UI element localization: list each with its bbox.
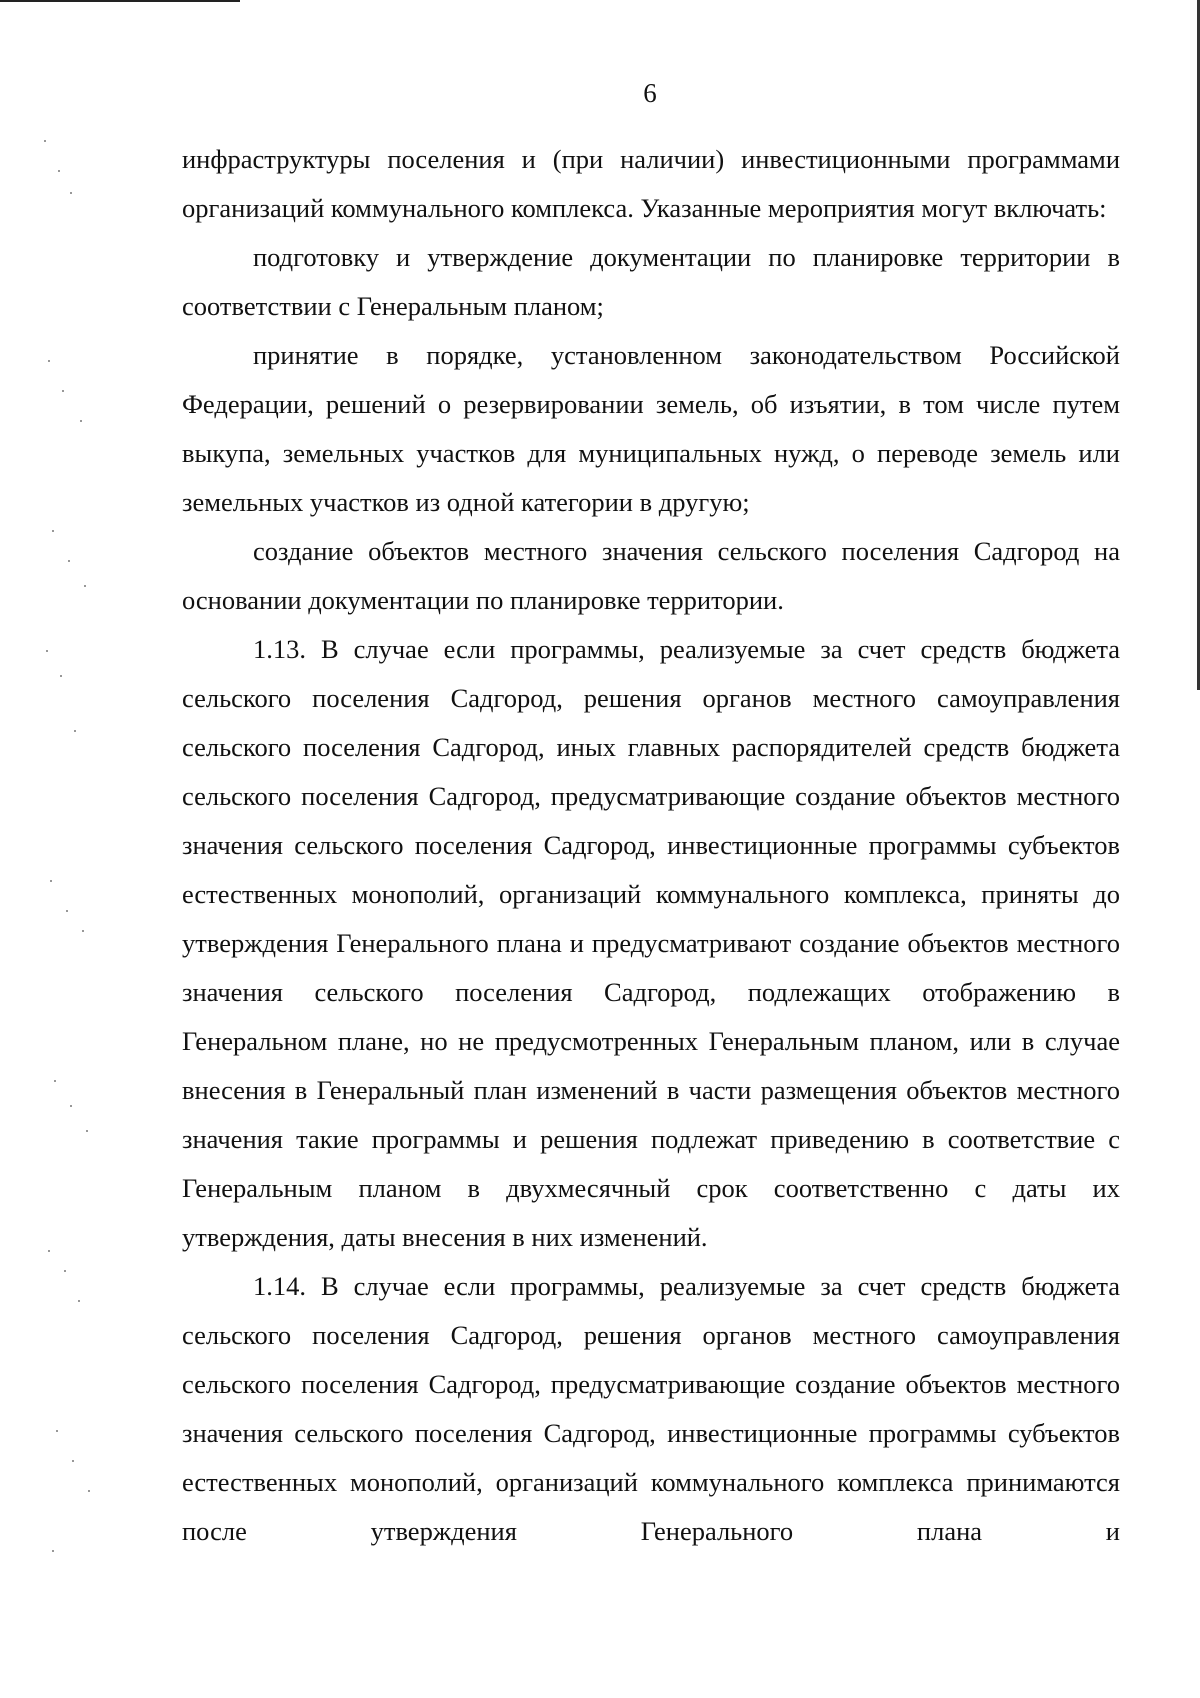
paragraph: создание объектов местного значения сельского поселения Садгород на основании документации по планировке территории. xyxy=(182,536,1120,615)
scan-speck xyxy=(86,1130,88,1132)
scan-corner-line xyxy=(0,0,240,2)
scan-speck xyxy=(70,192,72,194)
paragraph: 1.14. В случае если программы, реализуемые за счет средств бюджета сельского поселения Садгород, решения органов местного самоуправления сельского поселения Садгород, предусматривающие создание объектов местного значения сельского поселения Садгород, инвестиционные программы субъектов естественных монополий, организаций коммунального комплекса принимаются после утверждения Генерального плана и xyxy=(182,1271,1120,1546)
paragraph: подготовку и утверждение документации по планировке территории в соответствии с Генеральным планом; xyxy=(182,242,1120,321)
scan-speck xyxy=(78,1300,80,1302)
scan-speck xyxy=(62,390,64,392)
document-body xyxy=(182,135,1120,1556)
scan-speck xyxy=(84,585,86,587)
paragraph: 1.13. В случае если программы, реализуемые за счет средств бюджета сельского поселения Садгород, решения органов местного самоуправления сельского поселения Садгород, иных главных распорядителей средств бюджета сельского поселения Садгород, предусматривающие создание объектов местного значения сельского поселения Садгород, инвестиционные программы субъектов естественных монополий, организаций коммунального комплекса, приняты до утверждения Генерального плана и предусматривают создание объектов местного значения сельского поселения Садгород, подлежащих отображению в Генеральном плане, но не предусмотренных Генеральным планом, или в случае внесения в Генеральный план изменений в части размещения объектов местного значения такие программы и решения подлежат приведению в соответствие с Генеральным планом в двухмесячный срок соответственно с даты их утверждения, даты внесения в них изменений. xyxy=(182,634,1120,1252)
scan-speck xyxy=(70,1105,72,1107)
scan-speck xyxy=(72,1460,74,1462)
scan-speck xyxy=(48,1250,50,1252)
scan-speck xyxy=(74,730,76,732)
scan-speck xyxy=(66,910,68,912)
scan-speck xyxy=(46,650,48,652)
scan-speck xyxy=(56,1430,58,1432)
scan-speck xyxy=(68,560,70,562)
scan-speck xyxy=(44,140,46,142)
scan-speck xyxy=(52,1550,54,1552)
scan-speck xyxy=(60,675,62,677)
scan-speck xyxy=(54,1080,56,1082)
scan-speck xyxy=(88,1490,90,1492)
scan-speck xyxy=(48,360,50,362)
page-number: 6 xyxy=(643,78,657,108)
scan-speck xyxy=(82,930,84,932)
scan-noise xyxy=(40,130,140,1580)
scan-speck xyxy=(64,1270,66,1272)
scan-speck xyxy=(80,420,82,422)
scan-speck xyxy=(50,880,52,882)
scan-speck xyxy=(58,170,60,172)
paragraph: принятие в порядке, установленном законодательством Российской Федерации, решений о резервировании земель, об изъятии, в том числе путем выкупа, земельных участков для муниципальных нужд, о переводе земель или земельных участков из одной категории в другую; xyxy=(182,340,1120,517)
paragraph: инфраструктуры поселения и (при наличии) инвестиционными программами организаций коммунального комплекса. Указанные мероприятия могут включать: xyxy=(182,144,1120,223)
scan-speck xyxy=(52,530,54,532)
